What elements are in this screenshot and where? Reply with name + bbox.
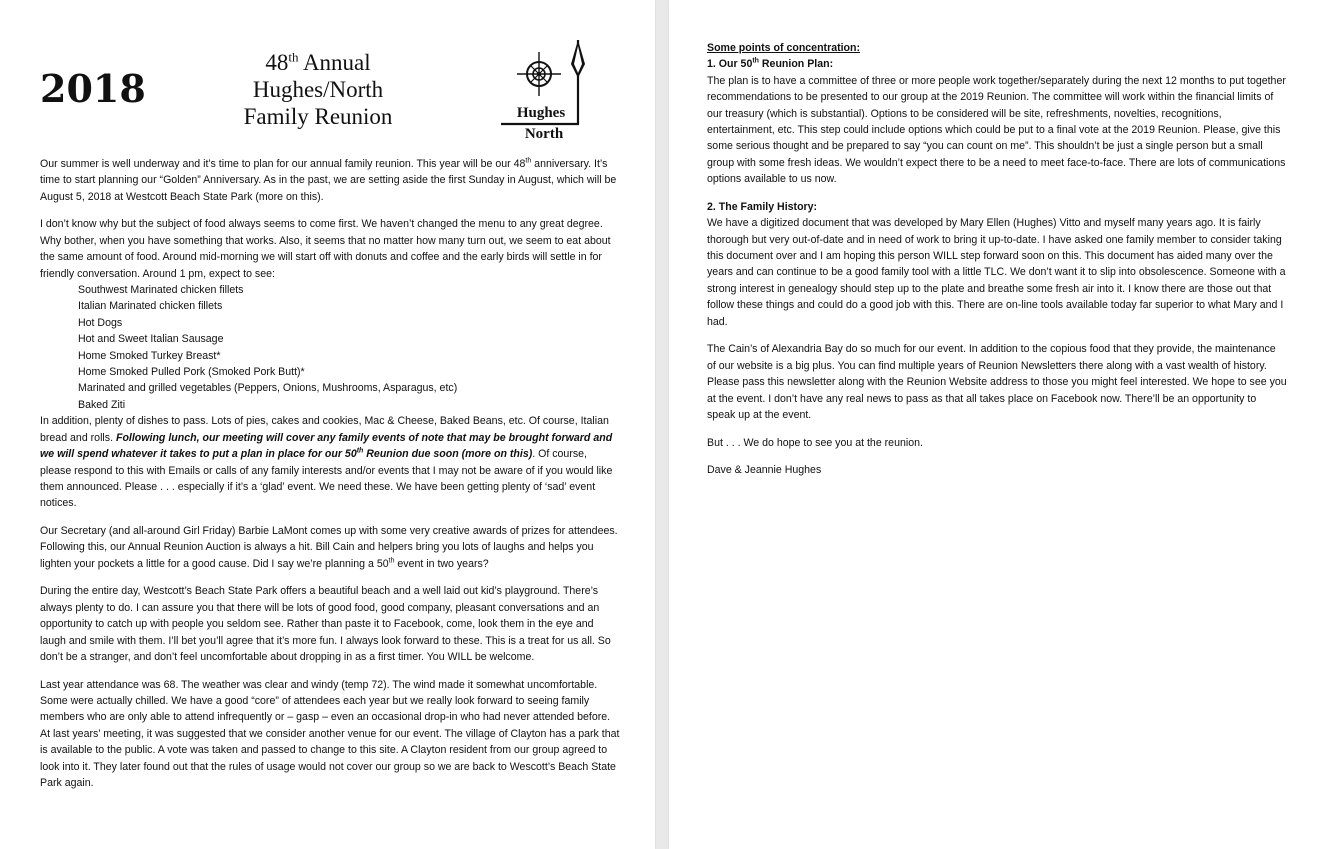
meeting-text-a: Following lunch, our meeting will cover any family events of note that may be brought forward and we will spend whatever it takes to put a plan in place for our 50 [40, 431, 613, 461]
paragraph-park: During the entire day, Westcott’s Beach State Park offers a beautiful beach and a well laid out kid’s playground. There’s always plenty to do. I can assure you that there will be lots of good food, good company, pleasant conversations and an opportunity to catch up with people you seldom see. Rather than paste it to Facebook, come, look them in the eye and laugh and smile with them. I’ll bet you’ll agree that it’s more fun. I always look forward to these. This is a treat for us all. So don’t be a stranger, and don’t feel uncomfortable about dropping in as a first timer. You WILL be welcome. [40, 585, 611, 663]
menu-item: Hot Dogs [78, 316, 123, 329]
paragraph-reunion-plan: The plan is to have a committee of three or more people work together/separately during the next 12 months to put together recommendations to be presented to our group at the 2019 Reunion. The committee will work within the financial limits of our treasury (which is substantial). Options to be considered will be site, refreshments, novelties, recognitions, entertainment, etc. This step could include options which could be put to a final vote at the 2019 Reunion. Please, give this some serious thought and be prepared to say “you can count on me”. This shouldn’t be just a single person but a small group with some fresh ideas. We wouldn’t expect there to be a need to meet face-to-face. There are lots of communications options available to us now. [707, 74, 1286, 186]
title-line-2: Hughes/North [252, 77, 384, 102]
menu-item: Home Smoked Pulled Pork (Smoked Pork Butt)* [78, 366, 305, 379]
paragraph-dishes [40, 413, 620, 511]
logo-text-hughes: Hughes [516, 105, 566, 121]
paragraph-food: I don’t know why but the subject of food always seems to come first. We haven’t changed the menu to any great degree. Why bother, when you have something that works. Also, it seems that no matter how many turn out, we seem to eat about the same amount of food. Around mid-morning we will start off with donuts and coffee and the early birds will settle in for friendly conversation. Around 1 pm, expect to see: [40, 218, 611, 280]
section-title: Some points of concentration: [707, 42, 861, 54]
paragraph-awards [40, 523, 620, 572]
heading-reunion-plan-a: 1. Our 50 [707, 58, 753, 71]
newsletter-year: 2018 [40, 66, 146, 111]
compass-icon [517, 52, 561, 96]
title-annual: Annual [302, 50, 371, 75]
awards-sup: th [388, 557, 395, 565]
right-column-body [707, 40, 1287, 490]
paragraph-attendance: Last year attendance was 68. The weather was clear and windy (temp 72). The wind made it somewhat uncomfortable. Some were actually chilled. We have a good “core” of attendees each year but we really look forward to seeing family members who are only able to attend infrequently or – gasp – even an occasional drop-in who had never attended before. At last years’ meeting, it was suggested that we consider another venue for our event. The village of Clayton has a park that is available to the public. A vote was taken and passed to change to this site. A Clayton resident from our group agreed to look into it. They later found out that the rules of usage would not cover our group so we are back to Wescott’s Beach State Park again. [40, 678, 620, 789]
menu-item: Baked Ziti [78, 398, 126, 411]
paragraph-family-history: We have a digitized document that was developed by Mary Ellen (Hughes) Vitto and myself many years ago. It is fairly thorough but very out-of-date and in need of work to bring it up-to-date. I have asked one family member to consider taking this document over and I am hoping this person WILL step forward soon on this. This document has aided many over the years and can continue to be a good family tool with a little TLC. We don’t want it to slip into obsolescence. Someone with a strong interest in genealogy should step up to the plate and breathe some fresh air into it. I know there are those out that follow these things and could do a good job with this. There are on-line tools available today far superior to what Mary and I had. [707, 217, 1286, 328]
newsletter-title [218, 49, 418, 130]
menu-item: Home Smoked Turkey Breast* [78, 349, 221, 362]
awards-text-b: event in two years? [394, 557, 489, 570]
heading-reunion-plan-sup: th [752, 57, 759, 65]
dishes-text-b: . Of course, please respond to this with Emails or calls of any family interests and/or events that I may not be aware of if you would like them announced. Please . . . especially if it’s a ‘glad’ event. We need these. We have been getting plenty of ‘sad’ event notices. [40, 448, 613, 510]
title-number: 48 [265, 50, 289, 75]
left-column-body [40, 156, 620, 803]
logo-text-north: North [524, 126, 564, 142]
intro-text-b: anniversary. It’s time to start planning our “Golden” Anniversary. As in the past, we are setting aside the first Sunday in August, which will be August 5, 2018 at Westcott Beach State Park (more on this). [40, 158, 617, 203]
menu-list [40, 282, 620, 413]
title-line-3: Family Reunion [243, 104, 393, 129]
signature: Dave & Jeannie Hughes [707, 464, 822, 477]
intro-text-a: Our summer is well underway and it’s time to plan for our annual family reunion. This year will be our 48 [40, 158, 526, 170]
intro-sup: th [525, 157, 532, 165]
spear-icon [571, 40, 585, 124]
heading-family-history: 2. The Family History: [707, 200, 818, 213]
menu-item: Southwest Marinated chicken fillets [78, 284, 244, 297]
paragraph-intro [40, 156, 620, 205]
page-left [0, 0, 655, 849]
heading-reunion-plan [707, 56, 1287, 72]
paragraph-closing: But . . . We do hope to see you at the reunion. [707, 436, 923, 449]
meeting-sup: th [356, 447, 364, 455]
meeting-text-b: Reunion due soon (more on this) [363, 448, 533, 461]
menu-item: Marinated and grilled vegetables (Peppers, Onions, Mushrooms, Asparagus, etc) [78, 382, 458, 395]
awards-text-a: Our Secretary (and all-around Girl Friday) Barbie LaMont comes up with some very creative awards of prizes for attendees. Following this, our Annual Reunion Auction is always a hit. Bill Cain and helpers bring you lots of laughs and helps you lighten your pockets a little for a good cause. Did I say we’re planning a 50 [40, 524, 618, 570]
paragraph-cains: The Cain’s of Alexandria Bay do so much for our event. In addition to the copious food that they provide, the maintenance of our website is a big plus. You can find multiple years of Reunion Newsletters there along with a vast wealth of history. Please pass this newsletter along with the Reunion Website address to those you might feel interested. We hope to see you at the event. I don’t have any real news to pass as that all takes place on Facebook now. There’ll be an opportunity to speak up at the event. [707, 343, 1287, 421]
hughes-north-logo [497, 38, 593, 144]
heading-reunion-plan-b: Reunion Plan: [758, 58, 834, 71]
page-right [669, 0, 1324, 849]
menu-item: Hot and Sweet Italian Sausage [78, 333, 224, 346]
dishes-text-a: In addition, plenty of dishes to pass. Lots of pies, cakes and cookies, Mac & Cheese, Baked Beans, etc. Of course, Italian bread and rolls. [40, 415, 609, 444]
title-number-suffix: th [288, 49, 299, 65]
menu-item: Italian Marinated chicken fillets [78, 300, 223, 313]
